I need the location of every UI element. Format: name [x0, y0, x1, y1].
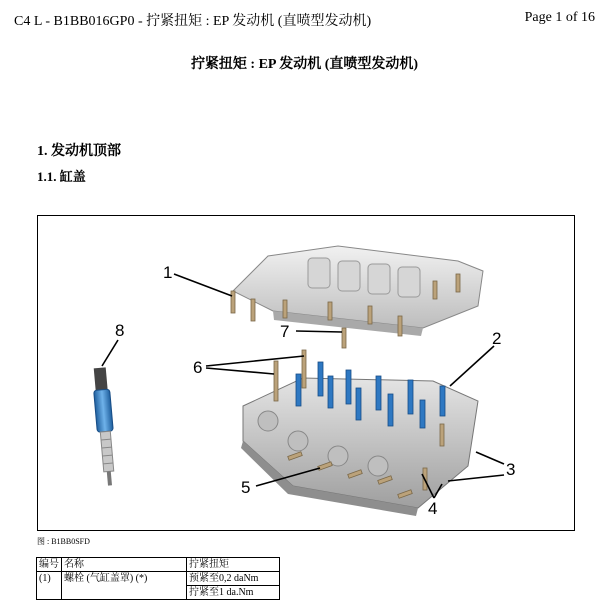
torque-table: [36, 557, 280, 600]
callout-2: 2: [492, 329, 502, 348]
table-header-row: [37, 558, 280, 572]
subsection-heading: [37, 166, 86, 185]
table-row: [37, 572, 280, 586]
callout-3: 3: [506, 460, 516, 479]
spark-plug: [92, 367, 118, 486]
callout-4: 4: [428, 499, 438, 518]
section-title: 发动机顶部: [51, 144, 121, 159]
callout-1: 1: [163, 263, 173, 282]
header-name: 名称: [62, 558, 187, 572]
header-number: 编号: [37, 558, 62, 572]
header-doc-path: C4 L - B1BB016GP0 - 拧紧扭矩 : EP 发动机 (直喷型发动机): [14, 14, 372, 29]
figure-caption: 图 : B1BB0SFD: [37, 537, 90, 546]
section-number: 1.: [37, 144, 48, 159]
header-torque: 拧紧扭矩: [187, 558, 280, 572]
cylinder-head-cover: [233, 246, 483, 336]
section-heading: [37, 140, 121, 160]
header-page-number: Page 1 of 16: [524, 10, 595, 25]
table-cell-number: (1): [37, 572, 62, 600]
callout-8: 8: [115, 321, 125, 340]
callout-6: 6: [193, 358, 203, 377]
subsection-number: 1.1.: [37, 169, 57, 184]
callout-5: 5: [241, 478, 251, 497]
callout-7: 7: [280, 322, 290, 341]
table-cell-torque: 拧紧至1 da.Nm: [187, 586, 280, 600]
engine-illustration-figure: [37, 215, 575, 531]
document-title: 拧紧扭矩 : EP 发动机 (直喷型发动机): [190, 57, 419, 72]
table-cell-name: 螺栓 (气缸盖罩) (*): [62, 572, 187, 600]
subsection-title: 缸盖: [59, 169, 86, 184]
engine-illustration: [38, 216, 575, 531]
table-cell-torque: 预紧至0,2 daNm: [187, 572, 280, 586]
